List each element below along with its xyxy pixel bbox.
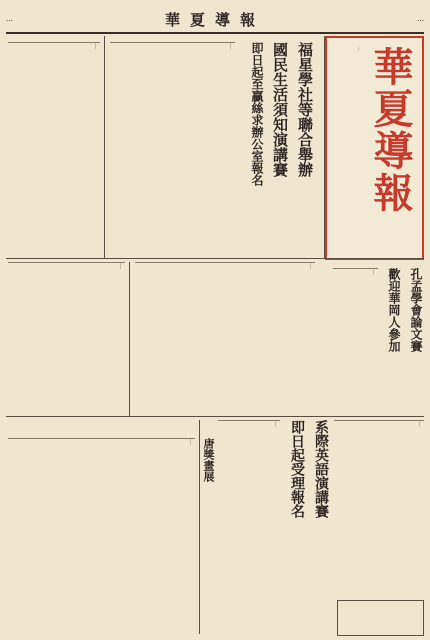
article-body-speech: … [334,420,424,635]
headline-confucius-2: 歡迎華岡人參加 [387,268,401,352]
article-body-main: … [110,42,235,253]
top-header-bar [6,6,424,34]
top-header-title: 華夏導報 [164,10,265,29]
article-body-confucius: … [333,268,378,419]
vertical-rule-upper-left [104,36,105,258]
masthead-box [325,36,424,260]
horizontal-rule-lower [6,416,424,417]
headline-main-3: 即日起至贏絲求辦公室報名 [250,42,264,186]
top-header-right: … [416,15,424,23]
article-body-middle: … [135,262,315,413]
headline-speech: 系際英語演講賽 [313,420,329,518]
vertical-rule-masthead [324,36,325,258]
headline-tang: 唐獎畫展 [202,438,215,482]
vertical-rule-bottom-left [199,420,200,634]
masthead-name: 華夏導報 [367,46,414,214]
article-body-left-top: … [8,42,100,253]
bottom-right-box [337,600,424,636]
article-body-tang: … [218,420,280,635]
vertical-rule-middle-left [129,262,130,416]
article-body-left-middle: … [8,262,125,433]
horizontal-rule-upper [6,258,424,259]
masthead-info: … [356,46,362,51]
headline-confucius: 孔孟學會論文賽 [409,268,423,352]
top-header-left: … [6,15,13,23]
headline-main-2: 國民生活須知演講賽 [271,42,289,177]
headline-main: 福星學社等聯合舉辦 [296,42,314,177]
article-body-left-bottom: … [8,438,195,635]
headline-speech-2: 即日起受理報名 [289,420,305,518]
